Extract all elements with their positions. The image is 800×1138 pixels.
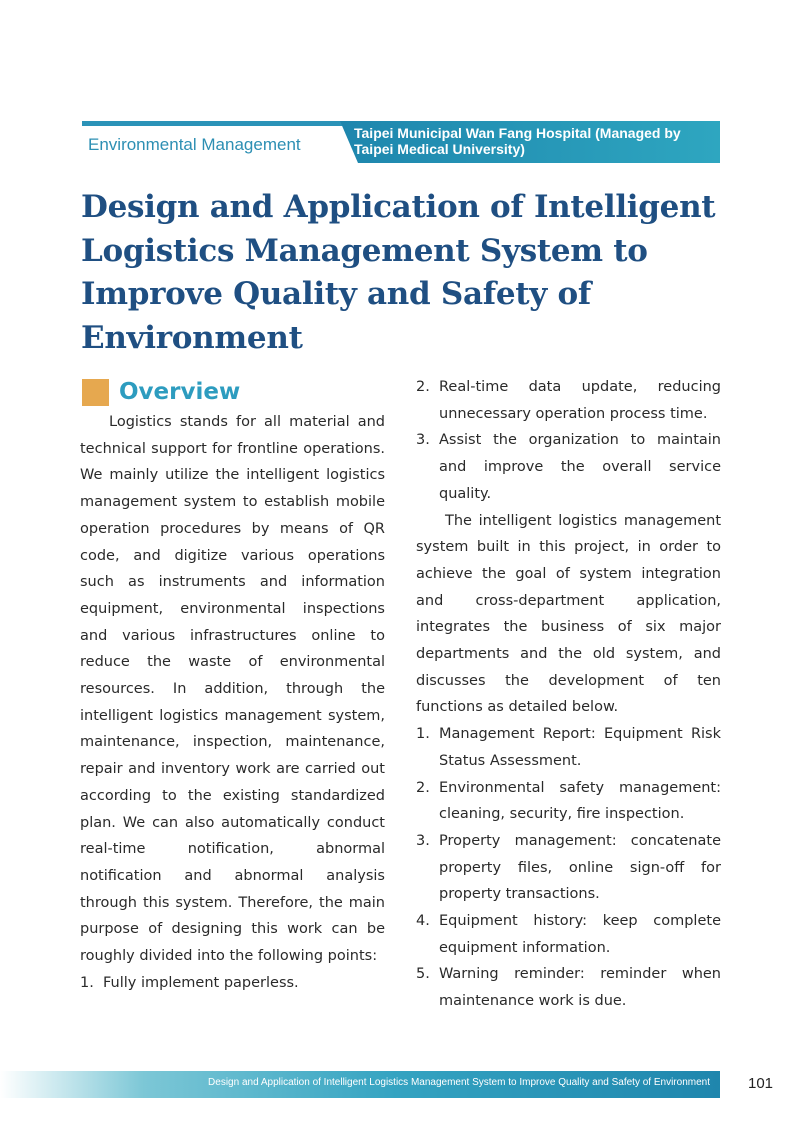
list-item (416, 908, 721, 961)
list-number: 2. (416, 379, 430, 395)
right-column (416, 374, 721, 1015)
list-number: 5. (416, 966, 430, 983)
hospital-name: Taipei Municipal Wan Fang Hospital (Managed by Taipei Medical University) (354, 125, 681, 157)
list-item (416, 775, 721, 828)
list-number: 1. (80, 974, 94, 991)
list-text: Management Report: Equipment Risk Status Assessment. (439, 726, 721, 769)
list-number: 3. (416, 832, 430, 849)
article-title: Design and Application of Intelligent Logistics Management System to Improve Quality and Safety of Environment (81, 189, 716, 356)
system-paragraph: The intelligent logistics management system built in this project, in order to achieve the goal of system integration and cross-department application, integrates the business of six major departments and the old system, and discusses the development of ten functions as detailed below. (416, 512, 721, 716)
list-number: 3. (416, 432, 430, 449)
list-text: Fully implement paperless. (103, 974, 299, 991)
list-number: 1. (416, 726, 430, 743)
list-number: 4. (416, 913, 430, 930)
list-text: Environmental safety management: cleaning, security, fire inspection. (439, 779, 721, 823)
function-list (416, 721, 721, 1015)
list-item (416, 961, 721, 1014)
left-column (80, 409, 385, 996)
list-text: Equipment history: keep complete equipment information. (439, 913, 721, 956)
list-number: 2. (416, 779, 430, 796)
list-text: Real-time data update, reducing unnecessary operation process time. (439, 379, 721, 422)
list-item (416, 828, 721, 908)
intro-paragraph: Logistics stands for all material and technical support for frontline operations. We mainly utilize the intelligent logistics management system to establish mobile operation procedures by means of QR code, and digitize various operations such as instruments and information equipment, environmental inspections and various infrastructures online to reduce the waste of environmental resources. In addition, through the intelligent logistics management system, maintenance, inspection, maintenance, repair and inventory work are carried out according to the existing standardized plan. We can also automatically conduct real-time notification, abnormal notification and abnormal analysis through this system. Therefore, the main purpose of designing this work can be roughly divided into the following points: (80, 414, 385, 965)
section-label: Environmental Management (88, 135, 301, 154)
list-text: Assist the organization to maintain and improve the overall service quality. (439, 432, 721, 502)
page-number: 101 (748, 1075, 774, 1092)
list-item (416, 374, 721, 427)
running-title: Design and Application of Intelligent Logistics Management System to Improve Quality and Safety of Environment (208, 1077, 710, 1088)
overview-heading: Overview (119, 379, 241, 405)
list-item (416, 427, 721, 507)
list-text: Property management: concatenate property files, online sign-off for property transactions. (439, 832, 721, 903)
list-item (416, 721, 721, 774)
purpose-list-left (80, 970, 385, 997)
heading-square-icon (82, 379, 109, 406)
purpose-list-right (416, 374, 721, 508)
list-text: Warning reminder: reminder when maintenance work is due. (439, 966, 721, 1010)
list-item (80, 970, 385, 997)
